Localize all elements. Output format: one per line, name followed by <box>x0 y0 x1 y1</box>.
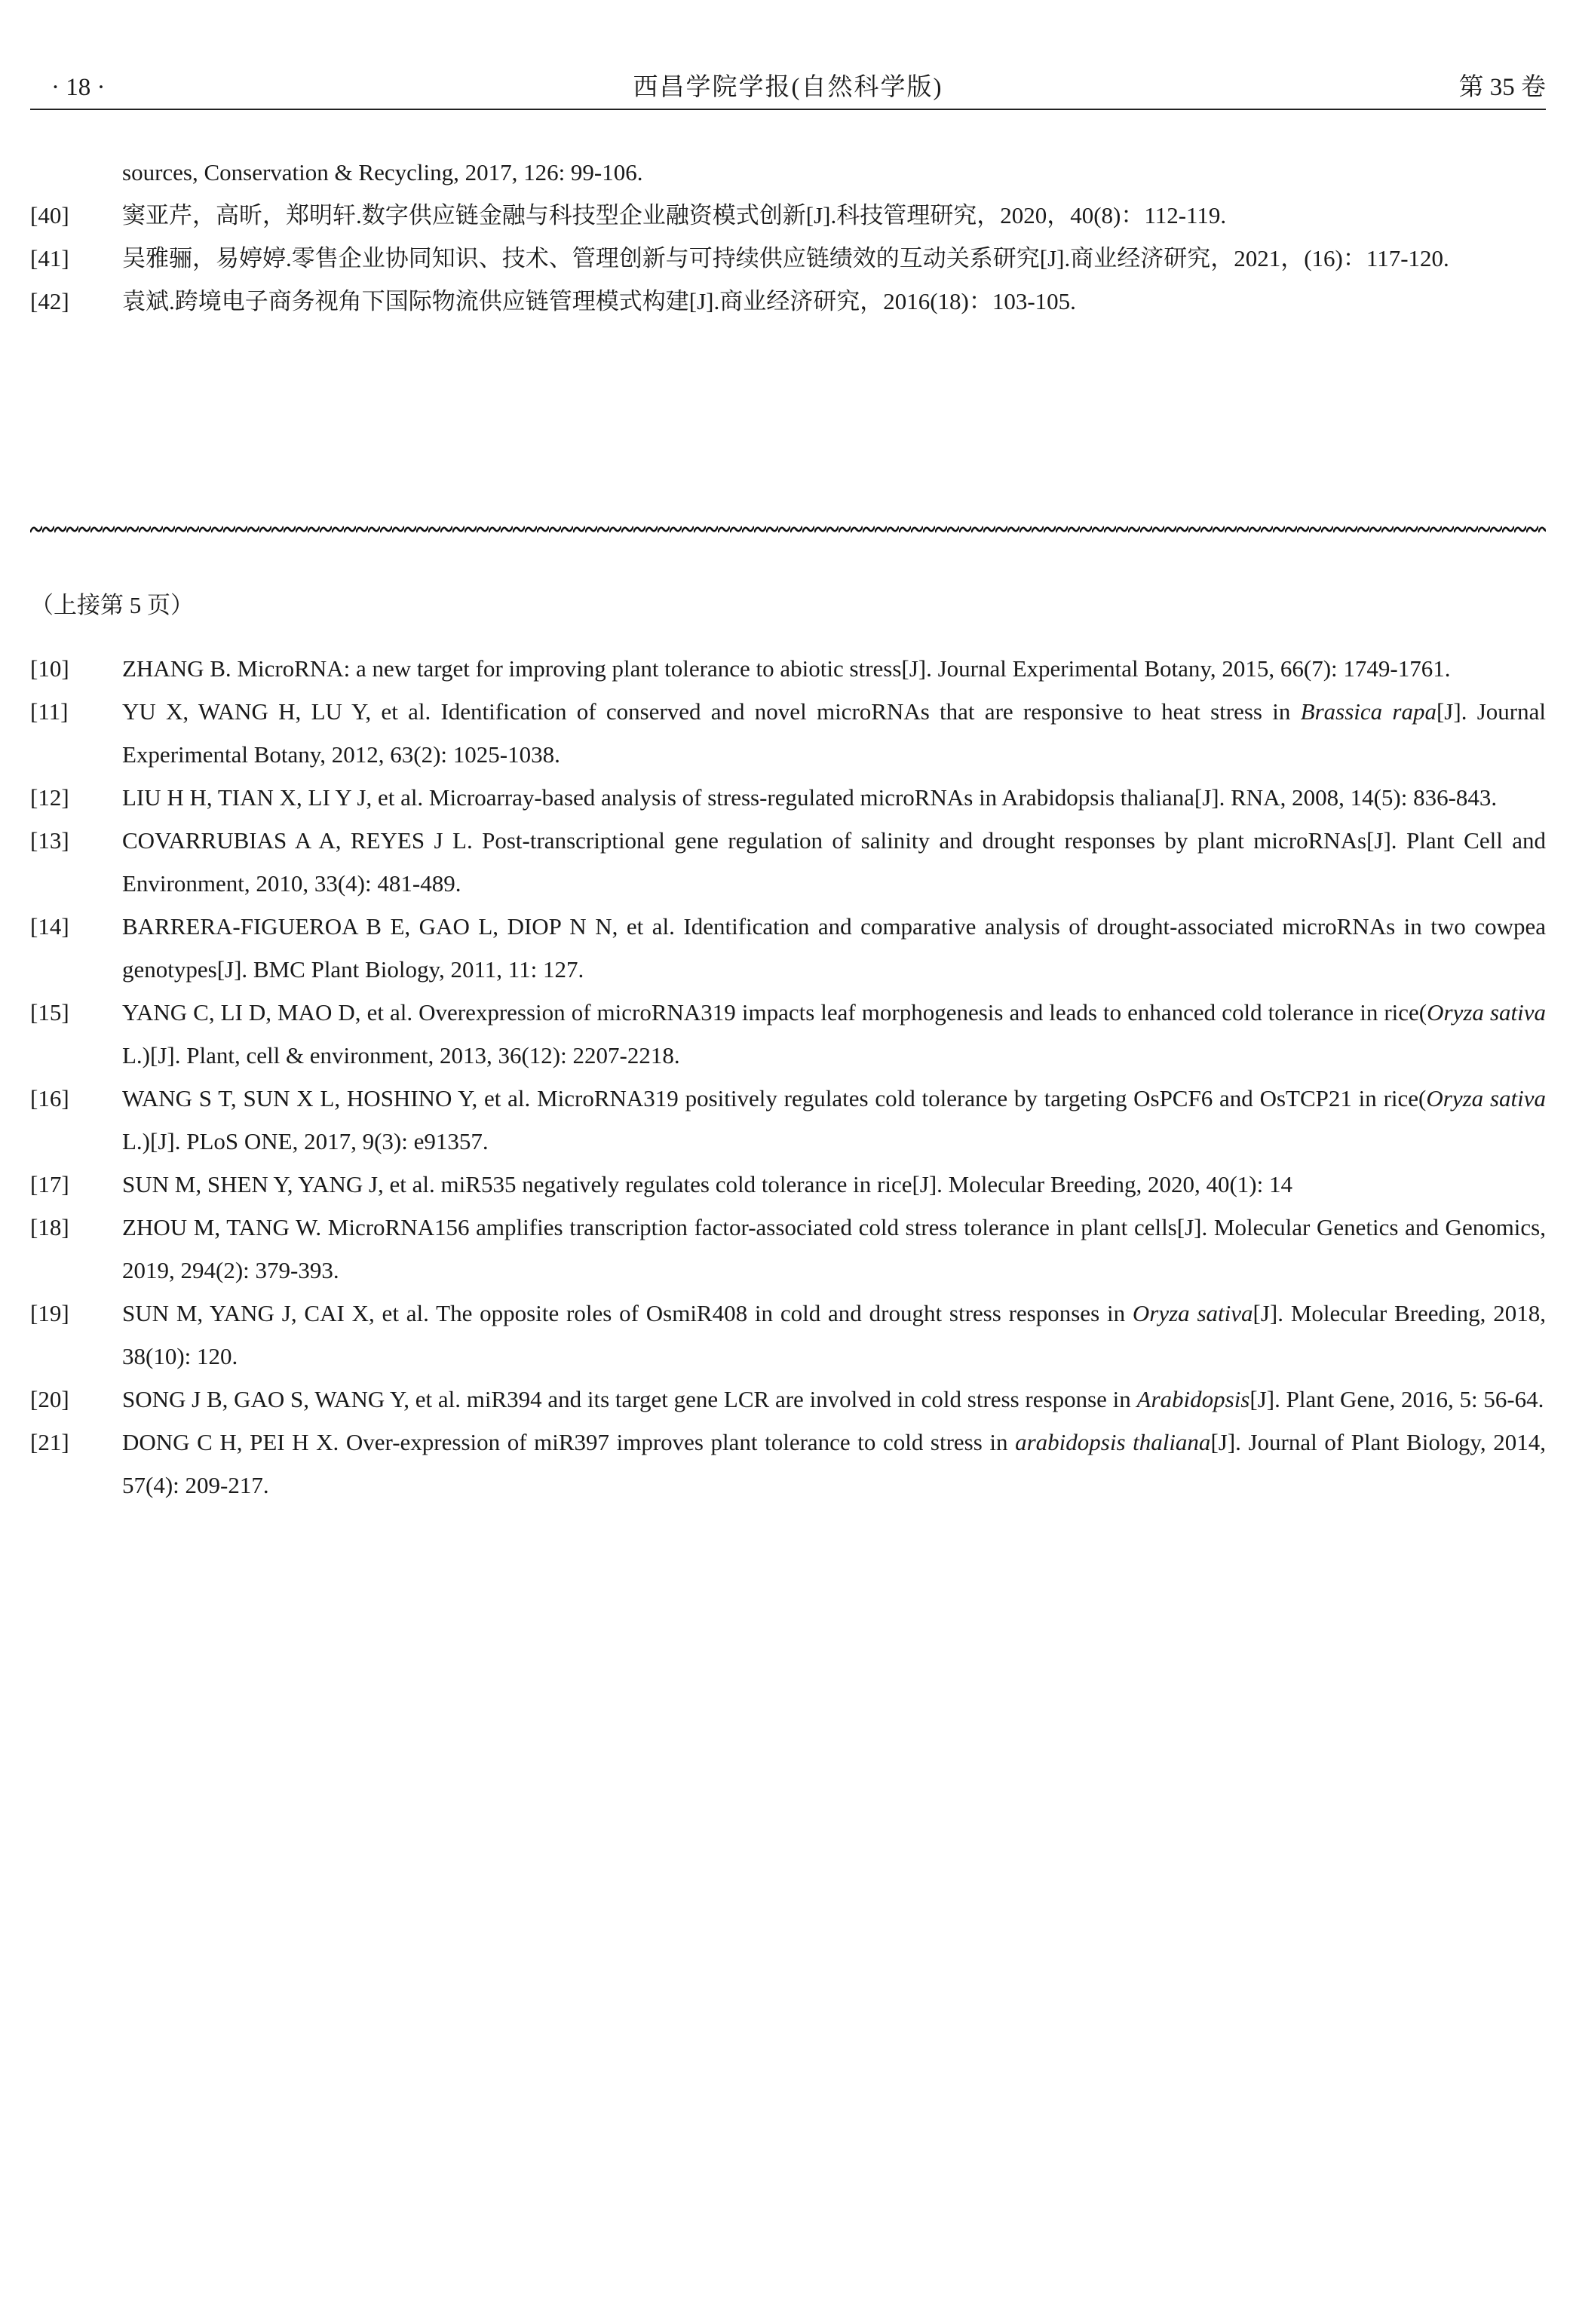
reference-text-part: YU X, WANG H, LU Y, et al. Identification of conserved and novel microRNAs that are responsive to heat stress in <box>122 698 1301 725</box>
reference-item <box>30 1421 1546 1507</box>
reference-number: [15] <box>30 999 69 1026</box>
volume-label: 第 35 卷 <box>1458 74 1546 101</box>
species-name: Oryza sativa <box>1132 1300 1253 1326</box>
reference-item <box>30 690 1546 776</box>
reference-text-part: COVARRUBIAS A A, REYES J L. Post-transcriptional gene regulation of salinity and drought responses by plant microRNAs[J]. Plant Cell and Environment, 2010, 33(4): 481-489. <box>122 827 1546 897</box>
reference-list-bottom <box>30 647 1546 1507</box>
reference-text <box>122 1429 1546 1498</box>
reference-number: [42] <box>30 288 69 314</box>
reference-text-part: [J]. Journal Experimental Botany, 2012, 63(2): 1025-1038. <box>122 698 1546 768</box>
reference-number: [12] <box>30 784 69 811</box>
species-name: arabidopsis thaliana <box>1015 1429 1211 1455</box>
reference-item <box>30 776 1546 819</box>
reference-text <box>122 913 1546 983</box>
species-name: Arabidopsis <box>1136 1386 1250 1412</box>
reference-item <box>30 819 1546 905</box>
reference-text <box>122 1085 1546 1154</box>
reference-list-top <box>30 151 1546 323</box>
reference-item <box>30 991 1546 1077</box>
reference-item <box>30 1077 1546 1163</box>
reference-number: [13] <box>30 827 69 854</box>
reference-text <box>122 1300 1546 1369</box>
reference-number: [11] <box>30 698 69 725</box>
reference-item <box>30 237 1546 280</box>
reference-number: [20] <box>30 1386 69 1412</box>
reference-text <box>122 1386 1544 1412</box>
reference-text-part: L.)[J]. PLoS ONE, 2017, 9(3): e91357. <box>122 1128 489 1154</box>
reference-number: [21] <box>30 1429 69 1455</box>
reference-text <box>122 698 1546 768</box>
reference-text <box>122 655 1450 682</box>
reference-text-part: ZHOU M, TANG W. MicroRNA156 amplifies transcription factor-associated cold stress tolerance in plant cells[J]. Molecular Genetics and Genomics, 2019, 294(2): 379-393. <box>122 1214 1546 1283</box>
reference-text-part: L.)[J]. Plant, cell & environment, 2013, 36(12): 2207-2218. <box>122 1042 680 1068</box>
reference-text-part: ZHANG B. MicroRNA: a new target for improving plant tolerance to abiotic stress[J]. Journal Experimental Botany, 2015, 66(7): 1749-1761. <box>122 655 1451 682</box>
reference-text-part: WANG S T, SUN X L, HOSHINO Y, et al. MicroRNA319 positively regulates cold tolerance by targeting OsPCF6 and OsTCP21 in rice( <box>122 1085 1427 1111</box>
reference-item <box>30 905 1546 991</box>
reference-number: [10] <box>30 655 69 682</box>
reference-text <box>122 784 1497 811</box>
journal-title: 西昌学院学报(自然科学版) <box>633 74 943 101</box>
reference-number: [40] <box>30 202 69 228</box>
reference-text <box>122 1214 1546 1283</box>
reference-text-part: LIU H H, TIAN X, LI Y J, et al. Microarray-based analysis of stress-regulated microRNAs in Arabidopsis thaliana[J]. RNA, 2008, 14(5): 836-843. <box>122 784 1498 811</box>
species-name: Oryza sativa <box>1427 999 1546 1026</box>
decorative-divider <box>30 523 1546 535</box>
reference-number: [18] <box>30 1214 69 1240</box>
reference-number: [16] <box>30 1085 69 1111</box>
reference-text: 吴雅骊，易婷婷.零售企业协同知识、技术、管理创新与可持续供应链绩效的互动关系研究[J].商业经济研究，2021，(16)：117-120. <box>122 245 1449 271</box>
reference-item <box>30 1163 1546 1206</box>
reference-continuation: sources, Conservation & Recycling, 2017, 126: 99-106. <box>122 159 643 185</box>
reference-item <box>30 647 1546 690</box>
reference-item <box>30 194 1546 237</box>
reference-text-part: DONG C H, PEI H X. Over-expression of miR397 improves plant tolerance to cold stress in <box>122 1429 1016 1455</box>
page-number: · 18 · <box>51 74 106 101</box>
running-header <box>30 66 1546 109</box>
header-rule <box>30 109 1546 110</box>
reference-item <box>30 1292 1546 1378</box>
reference-number: [41] <box>30 245 69 271</box>
reference-item <box>30 1206 1546 1292</box>
reference-number: [19] <box>30 1300 69 1326</box>
species-name: Oryza sativa <box>1426 1085 1546 1111</box>
reference-text-part: [J]. Plant Gene, 2016, 5: 56-64. <box>1249 1386 1544 1412</box>
reference-text-part: [J]. Molecular Breeding, 2018, 38(10): 120. <box>122 1300 1546 1369</box>
reference-text-part: [J]. Journal of Plant Biology, 2014, 57(4): 209-217. <box>122 1429 1546 1498</box>
reference-text <box>122 1171 1292 1197</box>
reference-text-part: SUN M, YANG J, CAI X, et al. The opposite roles of OsmiR408 in cold and drought stress responses in <box>122 1300 1133 1326</box>
continued-from-note: （上接第 5 页） <box>30 592 194 618</box>
species-name: Brassica rapa <box>1300 698 1436 725</box>
reference-text <box>122 999 1546 1068</box>
reference-item <box>30 1378 1546 1421</box>
reference-text-part: BARRERA-FIGUEROA B E, GAO L, DIOP N N, et al. Identification and comparative analysis of drought-associated microRNAs in two cowpea genotypes[J]. BMC Plant Biology, 2011, 11: 127. <box>122 913 1546 983</box>
reference-text <box>122 827 1546 897</box>
reference-number: [14] <box>30 913 69 940</box>
reference-text-part: SUN M, SHEN Y, YANG J, et al. miR535 negatively regulates cold tolerance in rice[J]. Molecular Breeding, 2020, 40(1): 14 <box>122 1171 1292 1197</box>
reference-text: 袁斌.跨境电子商务视角下国际物流供应链管理模式构建[J].商业经济研究，2016(18)：103-105. <box>122 288 1076 314</box>
reference-text: 窦亚芹，高昕，郑明轩.数字供应链金融与科技型企业融资模式创新[J].科技管理研究，2020，40(8)：112-119. <box>122 202 1227 228</box>
reference-text-part: YANG C, LI D, MAO D, et al. Overexpression of microRNA319 impacts leaf morphogenesis and leads to enhanced cold tolerance in rice( <box>122 999 1427 1026</box>
reference-number: [17] <box>30 1171 69 1197</box>
reference-text-part: SONG J B, GAO S, WANG Y, et al. miR394 and its target gene LCR are involved in cold stress response in <box>122 1386 1137 1412</box>
reference-item <box>30 280 1546 323</box>
